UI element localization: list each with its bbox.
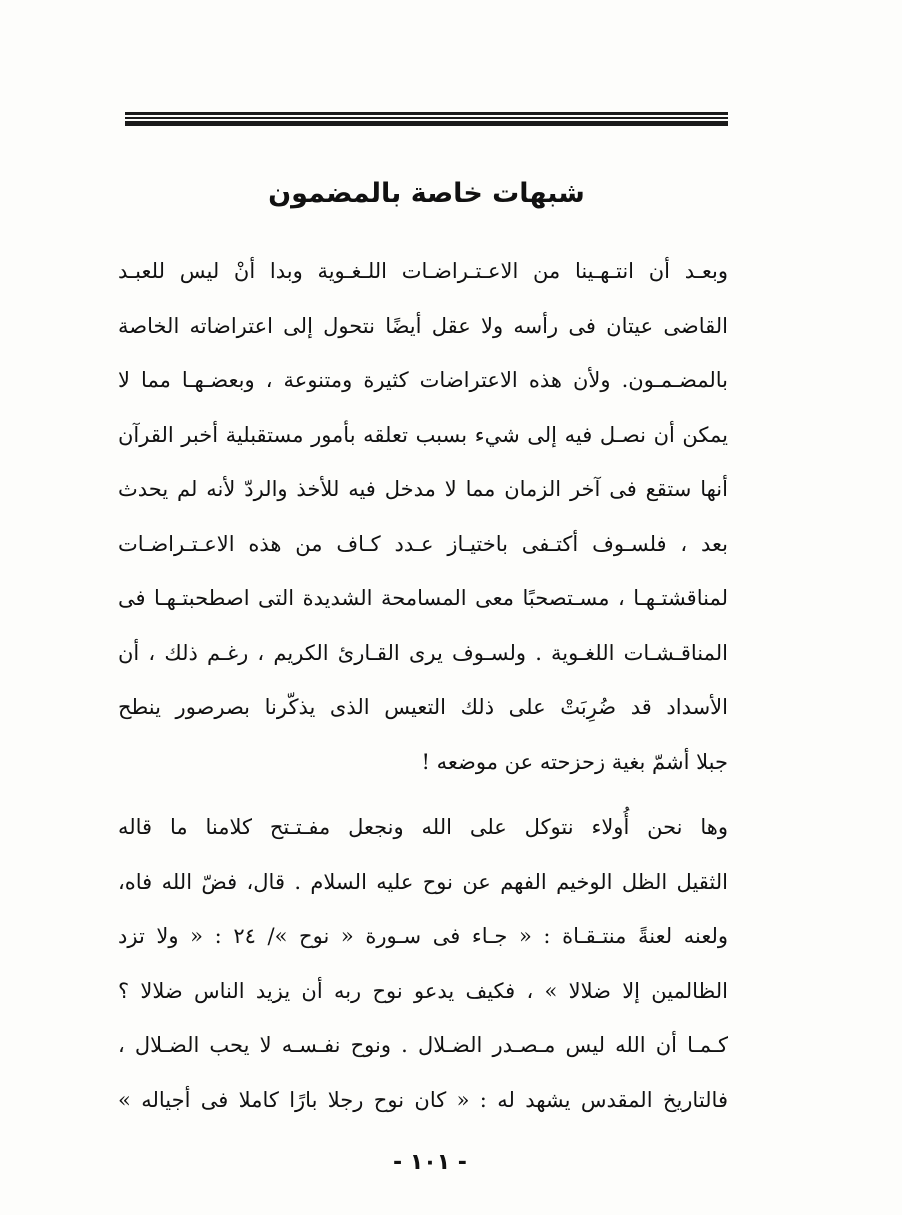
text-line: الظالمين إلا ضلالا » ، فكيف يدعو نوح ربه أن يزيد الناس ضلالا ؟ <box>118 978 728 1003</box>
text-line: أنها ستقع فى آخر الزمان مما لا مدخل فيه للأخذ والردّ لأنه لم يحدث <box>118 477 728 501</box>
text-line: فالتاريخ المقدس يشهد له : « كان نوح رجلا بارًا كاملا فى أجياله » <box>118 1087 728 1112</box>
text-line: لمناقشتـهـا ، مسـتصحبًا معى المسامحة الشديدة التى اصطحبتـهـا فى <box>118 586 728 610</box>
header-rule-thin-middle <box>125 117 728 119</box>
text-line: القاضى عيتان فى رأسه ولا عقل أيضًا نتحول إلى اعتراضاته الخاصة <box>118 313 728 338</box>
text-line: كـمـا أن الله ليس مـصـدر الضـلال . ونوح نفـسـه لا يحب الضـلال ، <box>118 1033 728 1057</box>
header-rule-thin-top <box>125 112 728 115</box>
text-line: وها نحن أُولاء نتوكل على الله ونجعل مفـتـتح كلامنا ما قاله <box>118 815 728 839</box>
page-number: - ١٠١ - <box>393 1150 467 1175</box>
text-line: بعد ، فلسـوف أكتـفى باختيـاز عـدد كـاف من هذه الاعـتـراضـات <box>118 531 728 556</box>
text-line: المناقـشـات اللغـوية . ولسـوف يرى القـارئ الكريم ، رغـم ذلك ، أن <box>118 640 728 665</box>
text-line: الثقيل الظل الوخيم الفهم عن نوح عليه السلام . قال، فضّ الله فاه، <box>118 869 728 894</box>
text-line: جبلا أشمّ بغية زحزحته عن موضعه ! <box>421 749 728 774</box>
text-line: بالمضـمـون. ولأن هذه الاعتراضات كثيرة ومتنوعة ، وبعضـهـا مما لا <box>118 368 728 392</box>
paragraph-2 <box>118 800 728 1127</box>
paragraph-1 <box>118 244 728 789</box>
header-rule-thick <box>125 121 728 126</box>
text-line: يمكن أن نصـل فيه إلى شيء بسبب تعلقه بأمور مستقبلية أخبر القرآن <box>118 422 728 447</box>
text-line: وبعـد أن انتـهـينا من الاعـتـراضـات اللـغـوية وبدا أنْ ليس للعبـد <box>118 259 728 283</box>
text-line: الأسداد قد ضُرِبَتْ على ذلك التعيس الذى يذكّرنا بصرصور ينطح <box>118 695 728 719</box>
section-title: شبهات خاصة بالمضمون <box>268 178 585 209</box>
text-line: ولعنه لعنةً منتـقـاة : « جـاء فى سـورة « نوح »/ ٢٤ : « ولا تزد <box>118 924 729 948</box>
